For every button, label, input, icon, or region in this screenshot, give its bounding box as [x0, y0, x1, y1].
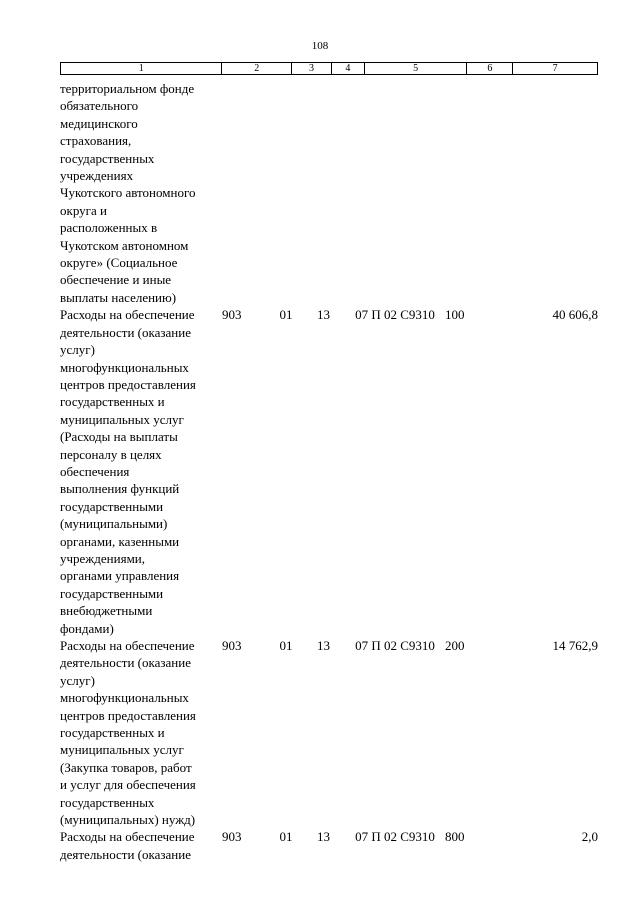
table-row [60, 828, 600, 863]
column-number-3: 3 [292, 63, 332, 74]
description-line: страхования, [60, 133, 132, 149]
description-line: выплаты населению) [60, 289, 177, 305]
subsection-code [302, 80, 345, 306]
section-code: 01 [279, 638, 293, 653]
expense-description [60, 828, 222, 863]
section-code: 01 [279, 307, 293, 323]
description-line: Расходы на обеспечение [60, 307, 195, 323]
description-line: центров предоставления [60, 376, 196, 392]
description-line: выполнения функций [60, 481, 180, 497]
section-code [262, 80, 302, 306]
description-line: (Расходы на выплаты [60, 429, 178, 445]
table-row [60, 306, 600, 637]
description-line: услуг) [60, 342, 95, 358]
column-number-header [60, 62, 598, 75]
description-line: фондами) [60, 620, 114, 636]
description-line: Чукотском автономном [60, 237, 189, 253]
amount: 14 762,9 [552, 638, 598, 653]
ministry-code [222, 80, 262, 306]
page-number: 108 [311, 40, 329, 52]
column-number-2: 2 [222, 63, 292, 74]
column-number-1: 1 [61, 63, 222, 74]
description-line: и услуг для обеспечения [60, 777, 196, 793]
expense-type-code: 200 [445, 638, 465, 653]
ministry-code: 903 [222, 638, 242, 653]
description-line: государственными [60, 498, 164, 514]
expense-type-code [445, 80, 485, 306]
description-line: Расходы на обеспечение [60, 829, 195, 845]
amount [485, 80, 600, 306]
description-line: государственных и [60, 725, 165, 741]
description-line: учреждениях [60, 168, 134, 184]
description-line: персоналу в целях [60, 446, 162, 462]
description-line: округа и [60, 202, 107, 218]
description-line: учреждениями, [60, 550, 146, 566]
description-line: (муниципальных) нужд) [60, 812, 196, 828]
column-number-7: 7 [552, 63, 558, 74]
description-line: деятельности (оказание [60, 846, 191, 862]
description-line: органами управления [60, 568, 180, 584]
expense-description [60, 306, 222, 637]
description-line: (муниципальными) [60, 516, 168, 532]
ministry-code: 903 [222, 829, 242, 845]
expense-type-code: 800 [445, 829, 465, 845]
description-line: центров предоставления [60, 707, 196, 723]
description-line: органами, казенными [60, 533, 180, 549]
description-line: услуг) [60, 672, 95, 688]
description-line: многофункциональных [60, 359, 189, 375]
subsection-code: 13 [317, 638, 330, 653]
description-line: государственных [60, 794, 155, 810]
target-article-code [345, 80, 445, 306]
description-line: расположенных в [60, 220, 158, 236]
description-line: территориальном фонде [60, 81, 195, 96]
subsection-code: 13 [317, 307, 330, 323]
description-line: обеспечение и иные [60, 272, 172, 288]
table-row [60, 637, 600, 828]
expense-description [60, 637, 222, 828]
description-line: (Закупка товаров, работ [60, 759, 192, 775]
description-line: муниципальных услуг [60, 742, 184, 758]
target-article-code: 07 П 02 С9310 [355, 638, 435, 653]
amount: 40 606,8 [552, 307, 598, 323]
target-article-code: 07 П 02 С9310 [355, 829, 435, 845]
target-article-code: 07 П 02 С9310 [355, 307, 435, 323]
description-line: многофункциональных [60, 690, 189, 706]
section-code: 01 [279, 829, 293, 845]
description-line: государственными [60, 585, 164, 601]
description-line: Чукотского автономного [60, 185, 196, 201]
description-line: муниципальных услуг [60, 411, 184, 427]
description-line: деятельности (оказание [60, 324, 191, 340]
table-row [60, 80, 600, 306]
subsection-code: 13 [317, 829, 330, 845]
budget-table-body [60, 80, 600, 863]
description-line: округе» (Социальное [60, 255, 178, 271]
column-number-4: 4 [332, 63, 365, 74]
column-number-6: 6 [467, 63, 513, 74]
description-line: Расходы на обеспечение [60, 638, 195, 653]
description-line: медицинского [60, 115, 138, 131]
description-line: государственных [60, 150, 155, 166]
description-line: обязательного [60, 98, 139, 114]
description-line: деятельности (оказание [60, 655, 191, 671]
description-line: обеспечения [60, 463, 130, 479]
column-number-5: 5 [365, 63, 468, 74]
expense-description [60, 80, 222, 306]
amount: 2,0 [581, 829, 598, 845]
description-line: государственных и [60, 394, 165, 410]
description-line: внебюджетными [60, 603, 153, 619]
ministry-code: 903 [222, 307, 242, 323]
expense-type-code: 100 [445, 307, 465, 323]
